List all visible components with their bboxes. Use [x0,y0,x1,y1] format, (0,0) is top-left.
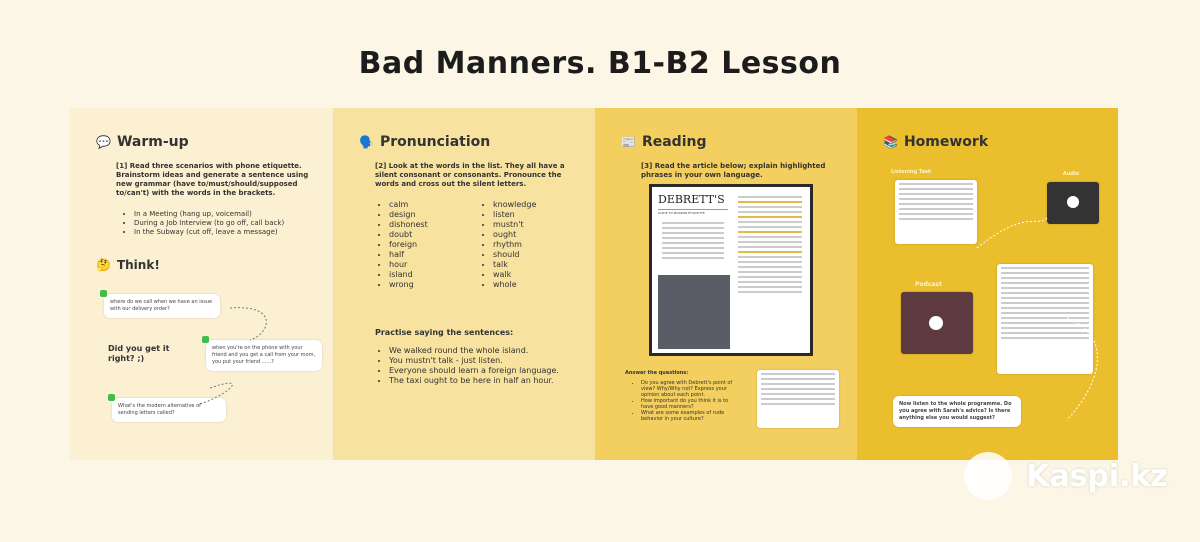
article-text-right [734,193,806,296]
list-item: • dishonest [389,220,479,230]
pronunciation-header-label: Pronunciation [379,134,491,150]
bubble-text: What's the modern alternative of sending letters called? [118,403,201,416]
podcast-player[interactable] [901,292,973,354]
homework-header [883,134,988,150]
warmup-list [124,210,324,237]
list-item: • Do you agree with Debrett's point of view? Why/Why not? Express your opinion about each point. [641,380,737,398]
bubble-text: where do we call when we have an issue with our delivery order? [110,299,213,312]
listening-label: Listening Task [891,169,932,175]
homework-column [857,108,1118,460]
lesson-board [70,108,1118,460]
newspaper-icon: 📰 [621,135,636,149]
list-item: • talk [493,260,583,270]
reading-task: [3] Read the article below; explain highlighted phrases in your own language. [641,162,826,179]
list-item: • In the Subway (cut off, leave a message) [134,228,324,237]
list-item: • hour [389,260,479,270]
list-item: • rhythm [493,240,583,250]
list-item: • The taxi ought to be here in half an hour. [389,376,559,386]
practise-header: Practise saying the sentences: [375,328,514,337]
list-item: • We walked round the whole island. [389,346,559,356]
think-header-label: Think! [116,258,160,272]
kaspi-logo-icon [964,452,1012,500]
article-subtitle: GUIDE TO MODERN ETIQUETTE [658,209,728,215]
homework-header-label: Homework [903,134,989,150]
reading-header [621,134,706,150]
words-right-list [483,200,583,290]
warmup-column [70,108,333,460]
think-header [96,258,160,272]
curvy-connector [967,188,1117,428]
article-text-left [658,219,728,262]
list-item: • During a Job Interview (to go off, call back) [134,219,324,228]
words-left-list [379,200,479,290]
watermark-logo [964,452,1168,500]
listening-card[interactable] [895,180,977,244]
sentences-list [379,346,559,386]
think-question: Did you get it right? ;) [108,344,170,363]
article-photo [658,275,730,349]
warmup-header-label: Warm-up [116,134,189,150]
list-item: • listen [493,210,583,220]
audio-label: Audio [1063,171,1080,177]
speaking-head-icon: 🗣️ [359,135,374,149]
list-item: • How important do you think it is to have good manners? [641,398,737,410]
questions-list [631,380,737,422]
pronunciation-task: [2] Look at the words in the list. They all have a silent consonant or consonants. Pronounce the words and cross out the silent letters. [375,162,565,188]
list-item: • calm [389,200,479,210]
list-item: • walk [493,270,583,280]
list-item: • foreign [389,240,479,250]
lesson-title: Bad Manners. B1-B2 Lesson [358,46,842,81]
speech-bubble-icon: 💬 [96,135,111,149]
answer-header: Answer the questions: [625,370,689,376]
thinking-person-icon: 🤔 [96,258,111,272]
list-item: • wrong [389,280,479,290]
list-item: • Everyone should learn a foreign language. [389,366,559,376]
books-icon: 📚 [883,135,898,149]
dashed-connector [190,304,320,414]
podcast-label: Podcast [915,281,942,288]
final-task-text: Now listen to the whole programme. Do you agree with Sarah's advice? Is there anything else you would suggest? [899,401,1012,421]
list-item: • half [389,250,479,260]
bubble-text: when you're on the phone with your friend and you get a call from your mom, you put your friend ......? [212,345,316,365]
warmup-task: [1] Read three scenarios with phone etiquette. Brainstorm ideas and generate a sentence using new grammar (have to/must/should/supposed to/can't) with the words in the brackets. [116,162,309,197]
pronunciation-header [359,134,490,150]
list-item: • mustn't [493,220,583,230]
warmup-header [96,134,189,150]
list-item: • You mustn't talk - just listen. [389,356,559,366]
reading-header-label: Reading [641,134,707,150]
list-item: • ought [493,230,583,240]
list-item: • island [389,270,479,280]
list-item: • doubt [389,230,479,240]
article-page [652,187,810,353]
message-icon [100,290,107,297]
watermark-text: Kaspi.kz [1026,458,1168,494]
list-item: • design [389,210,479,220]
reading-column [595,108,857,460]
list-item: • should [493,250,583,260]
list-item: • whole [493,280,583,290]
pronunciation-column [333,108,595,460]
worksheet-card[interactable] [757,370,839,428]
message-icon [108,394,115,401]
list-item: • knowledge [493,200,583,210]
article-image[interactable] [649,184,813,356]
article-title: DEBRETT'S [658,193,725,206]
play-icon[interactable] [929,316,943,330]
list-item: • What are some examples of rude behavior in your culture? [641,410,737,422]
list-item: • In a Meeting (hang up, voicemail) [134,210,324,219]
